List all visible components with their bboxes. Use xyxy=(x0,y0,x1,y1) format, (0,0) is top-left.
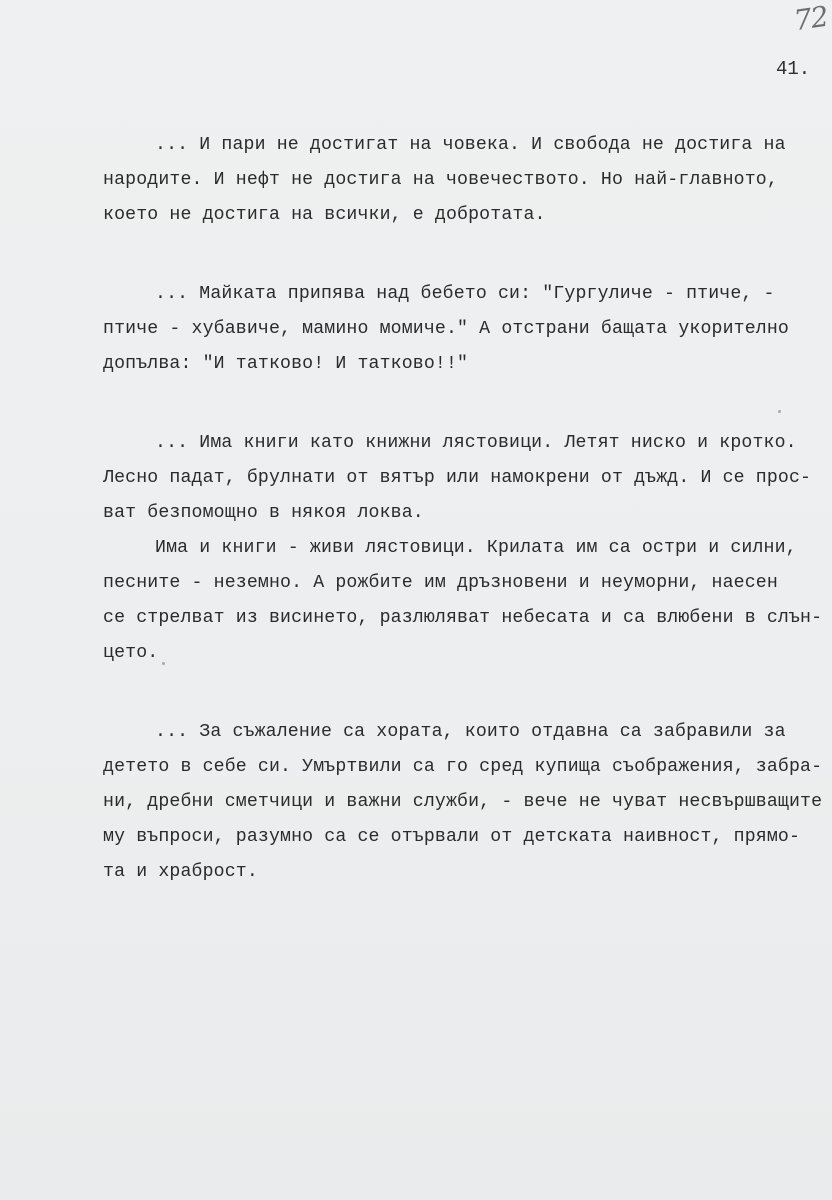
paragraph-3-line-3: ват безпомощно в някоя локва. xyxy=(103,503,424,523)
paragraph-3-line-4: Има и книги - живи лястовици. Крилата им са остри и силни, xyxy=(155,538,797,558)
archive-number: 72 xyxy=(792,0,831,38)
paragraph-4-line-1: ... За съжаление са хората, които отдавна са забравили за xyxy=(155,722,786,742)
paragraph-3-line-1: ... Има книги като книжни лястовици. Летят ниско и кротко. xyxy=(155,433,797,453)
paragraph-1-line-3: което не достига на всички, е добротата. xyxy=(103,205,546,225)
paragraph-3-line-6: се стрелват из висинето, разлюляват небесата и са влюбени в слън- xyxy=(103,608,823,628)
paragraph-gap xyxy=(103,671,803,715)
paragraph-3-line-5: песните - неземно. А рожбите им дръзновени и неуморни, наесен xyxy=(103,573,778,593)
paragraph-4-line-3: ни, дребни сметчици и важни служби, - вече не чуват несвършващите xyxy=(103,792,823,812)
paragraph-gap xyxy=(103,233,803,277)
paper-speck xyxy=(162,662,165,665)
body-text xyxy=(103,128,823,890)
paragraph-1-line-1: ... И пари не достигат на човека. И свобода не достига на xyxy=(155,135,786,155)
page-number: 41. xyxy=(776,58,811,80)
paragraph-4-line-4: му въпроси, разумно са се отървали от детската наивност, прямо- xyxy=(103,827,801,847)
paragraph-2-line-3: допълва: "И татково! И татково!!" xyxy=(103,354,469,374)
paragraph-2-line-1: ... Майката припява над бебето си: "Гургуличе - птиче, - xyxy=(155,284,775,304)
paragraph-3-line-2: Лесно падат, брулнати от вятър или намокрени от дъжд. И се прос- xyxy=(103,468,812,488)
paragraph-gap xyxy=(103,382,803,426)
paragraph-3-line-7: цето. xyxy=(103,643,159,663)
paragraph-1-line-2: народите. И нефт не достига на човечеството. Но най-главното, xyxy=(103,170,778,190)
paragraph-4-line-5: та и храброст. xyxy=(103,862,258,882)
paragraph-2-line-2: птиче - хубавиче, мамино момиче." А отстрани бащата укорително xyxy=(103,319,789,339)
paper-speck xyxy=(778,410,781,413)
paragraph-4-line-2: детето в себе си. Умъртвили са го сред купища съображения, забра- xyxy=(103,757,823,777)
